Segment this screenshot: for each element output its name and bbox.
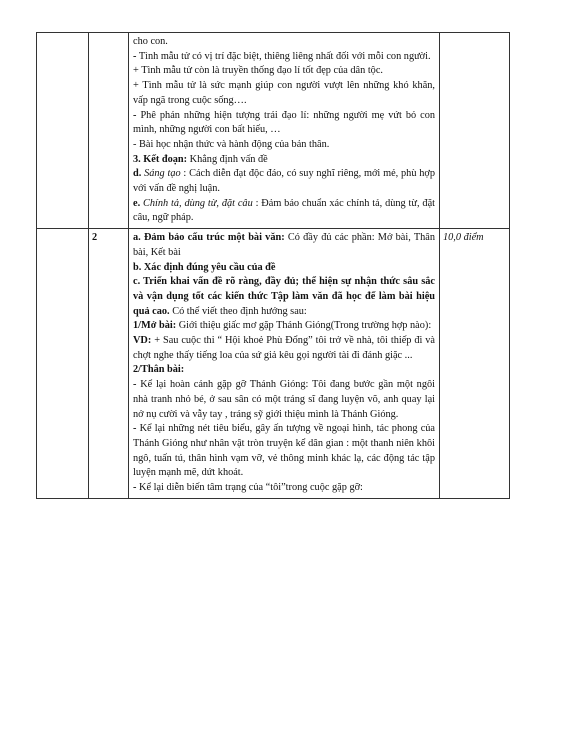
content-cell (129, 33, 440, 229)
italic-text: Chính tả, dùng từ, đặt câu (140, 197, 253, 209)
content-line (133, 422, 435, 481)
question-number-cell (89, 229, 129, 499)
score-text: 10,0 điểm (443, 232, 484, 244)
content-line (133, 197, 435, 226)
bold-text: b. Xác định đúng yêu cầu của đề (133, 261, 276, 273)
body-text: + Tình mẫu tử còn là truyền thống đạo lí tốt đẹp của dân tộc. (133, 65, 383, 77)
body-text: Khẳng định vấn đề (187, 153, 268, 165)
content-line (133, 334, 435, 363)
bold-text: - (133, 423, 137, 435)
bold-text: 1/Mở bài: (133, 320, 177, 332)
body-text: Có đầy đủ các phần: Mở bài, Thân bài, Kết bài (133, 232, 436, 258)
body-text: + Tình mẫu tử là sức mạnh giúp con người vượt lên những khó khăn, vấp ngã trong cuộc sống…. (133, 80, 435, 106)
bold-text: d. (133, 168, 142, 180)
bold-text: - (133, 50, 137, 62)
question-number-cell (89, 33, 129, 229)
content-cell (129, 229, 440, 499)
italic-text: Sáng tạo (141, 168, 181, 180)
content-line (133, 50, 435, 65)
score-cell (440, 33, 510, 229)
bold-text: - (133, 482, 137, 494)
body-text: : Đảm bảo chuẩn xác chính tả, dùng từ, đặt câu, ngữ pháp. (133, 197, 435, 224)
content-line (133, 481, 435, 496)
empty-cell (37, 229, 89, 499)
content-line (133, 138, 435, 153)
bold-text: - (133, 379, 137, 391)
body-text: Có thể viết theo định hướng sau: (169, 305, 307, 317)
content-line (133, 275, 435, 319)
body-text: - Bài học nhận thức và hành động của bản thân. (133, 138, 330, 150)
bold-text: 3. Kết đoạn: (133, 153, 188, 165)
bold-text: - (133, 109, 137, 121)
bold-text: c. Triển khai vấn đề rõ ràng, đầy đủ; thể hiện sự nhận thức sâu sắc và vận dụng tốt các kiến thức Tập làm văn đã học để làm bài hiệu quả cao. (133, 276, 435, 317)
body-text: Kể lại diễn biến tâm trạng của “tôi”trong cuộc gặp gỡ: (136, 482, 363, 494)
content-line (133, 167, 435, 196)
table-row (37, 229, 510, 499)
content-line (133, 319, 435, 334)
content-line (133, 35, 435, 50)
body-text: cho con. (133, 36, 168, 47)
content-line (133, 378, 435, 422)
body-text: Kể lại hoàn cảnh gặp gỡ Thánh Gióng: Tôi đang bước gần một ngôi nhà tranh nhỏ bé, ở sau sân có một tráng sĩ đang luyện võ, anh quay lại nở nụ cười và vẫy tay , tráng sỹ giới thiệu mình là Thánh Gióng. (133, 379, 435, 420)
content-line (133, 363, 435, 378)
bold-text: e. (133, 197, 141, 209)
answer-content (129, 229, 439, 498)
score-cell (440, 229, 510, 499)
body-text: Tình mẫu tử có vị trí đặc biệt, thiêng liêng nhất đối với mỗi con người. (136, 50, 431, 62)
body-text: Phê phán những hiện tượng trái đạo lí: những người mẹ vứt bỏ con mình, những người con bất hiếu, … (133, 109, 435, 136)
bold-text: a. Đảm bảo cấu trúc một bài văn: (133, 232, 285, 244)
content-line (133, 64, 435, 79)
content-line (133, 79, 435, 108)
content-line (133, 109, 435, 138)
table-row (37, 33, 510, 229)
body-text: Giới thiệu giấc mơ gặp Thánh Gióng(Trong trường hợp nào): (176, 320, 432, 332)
bold-text: VD: (133, 335, 152, 347)
content-line (133, 231, 435, 260)
content-line (133, 261, 435, 276)
body-text: Kể lại những nét tiêu biểu, gây ấn tượng về ngoại hình, tác phong của Thánh Gióng như nhân vật tròn truyện kể dân gian : một thanh niên khôi ngô, tuấn tú, thân hình vạm vỡ, vẻ thông minh khác lạ, các động tác tập luyện mạnh mẽ, dứt khoát. (133, 423, 435, 479)
content-line (133, 153, 435, 168)
body-text: + Sau cuộc thi “ Hội khoẻ Phù Đổng” tôi trở về nhà, tôi thiếp đi và chợt nghe thấy tiếng loa của sứ giả kêu gọi người tài đi đánh giặc ... (133, 335, 435, 361)
answer-content (129, 33, 439, 228)
grading-table (36, 32, 510, 499)
bold-text: 2/Thân bài: (133, 364, 185, 376)
body-text: : Cách diễn đạt độc đáo, có suy nghĩ riêng, mới mẻ, phù hợp với vấn đề nghị luận. (133, 168, 435, 195)
question-number: 2 (92, 232, 98, 244)
empty-cell (37, 33, 89, 229)
